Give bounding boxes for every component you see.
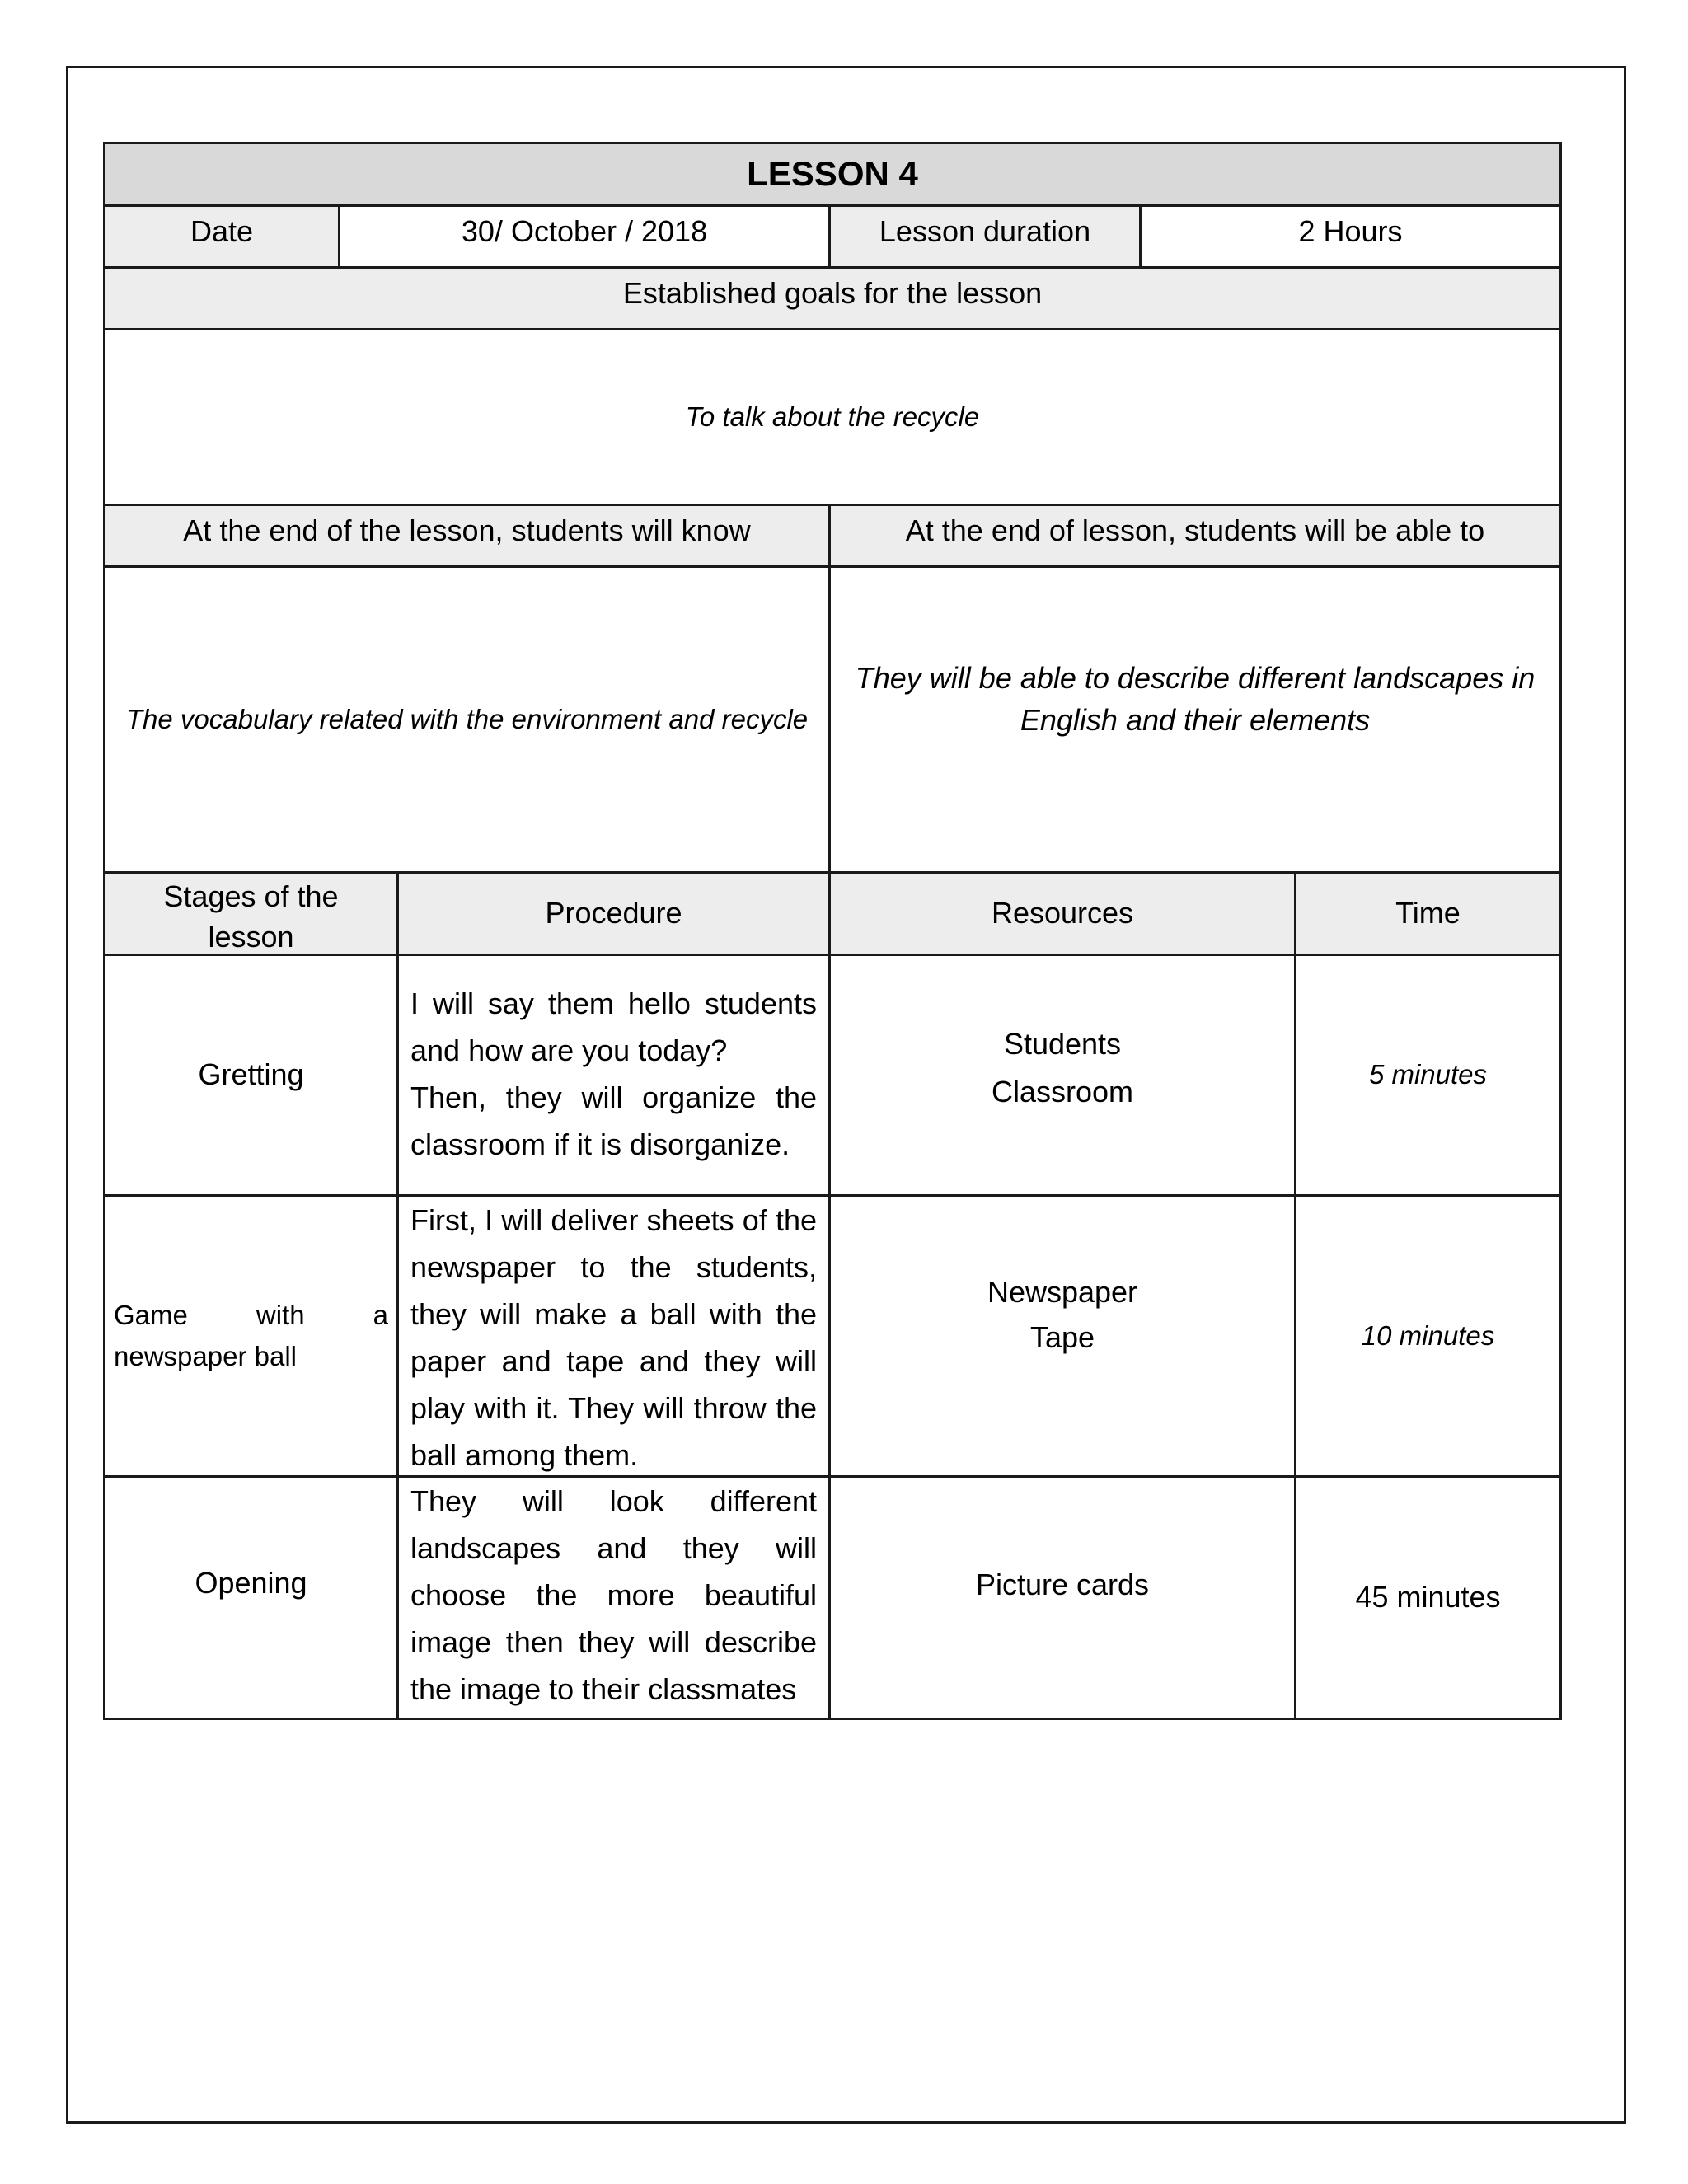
header-procedure: Procedure — [396, 871, 831, 956]
resources-game: Newspaper Tape — [828, 1194, 1296, 1478]
time-game: 10 minutes — [1294, 1194, 1562, 1478]
know-text: The vocabulary related with the environment and recycle — [103, 565, 831, 874]
time-opening: 45 minutes — [1294, 1475, 1562, 1720]
duration-value: 2 Hours — [1139, 204, 1562, 269]
date-value: 30/ October / 2018 — [338, 204, 831, 269]
lesson-title-text: LESSON 4 — [747, 154, 918, 194]
header-resources: Resources — [828, 871, 1296, 956]
header-stages: Stages of the lesson — [103, 871, 399, 956]
procedure-game: First, I will deliver sheets of the newspaper to the students, they will make a ball with the paper and tape and they will play with it. They will throw the ball among them. — [396, 1194, 831, 1478]
able-text: They will be able to describe different landscapes in English and their elements — [828, 565, 1562, 874]
stage-opening: Opening — [103, 1475, 399, 1720]
able-label: At the end of lesson, students will be able to — [828, 504, 1562, 568]
resources-opening: Picture cards — [828, 1475, 1296, 1720]
resources-gretting: Students Classroom — [828, 954, 1296, 1197]
date-label: Date — [103, 204, 340, 269]
lesson-title — [103, 142, 1562, 207]
procedure-gretting: I will say them hello students and how are you today? Then, they will organize the classroom if it is disorganize. — [396, 954, 831, 1197]
procedure-opening: They will look different landscapes and they will choose the more beautiful image then they will describe the image to their classmates — [396, 1475, 831, 1720]
time-gretting: 5 minutes — [1294, 954, 1562, 1197]
lesson-goal: To talk about the recycle — [103, 328, 1562, 506]
goals-label: Established goals for the lesson — [103, 266, 1562, 330]
know-label: At the end of the lesson, students will know — [103, 504, 831, 568]
header-time: Time — [1294, 871, 1562, 956]
duration-label: Lesson duration — [828, 204, 1142, 269]
stage-gretting: Gretting — [103, 954, 399, 1197]
stage-game: Game with a newspaper ball — [103, 1194, 399, 1478]
